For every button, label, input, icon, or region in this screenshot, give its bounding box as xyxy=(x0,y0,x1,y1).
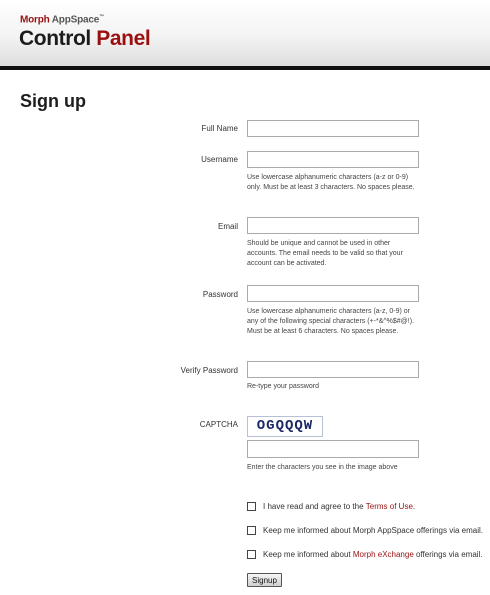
newsletter-appspace-checkbox[interactable] xyxy=(247,526,256,535)
control-panel-title xyxy=(19,27,150,51)
title-first: Control xyxy=(19,27,91,50)
terms-row xyxy=(247,502,415,511)
terms-suffix: . xyxy=(412,502,416,511)
newsletter-appspace-text: Keep me informed about Morph AppSpace offerings via email. xyxy=(263,526,483,535)
password-input[interactable] xyxy=(247,285,419,302)
newsletter-appspace-row xyxy=(247,526,483,535)
morph-exchange-link[interactable]: Morph eXchange xyxy=(352,550,414,559)
full-name-label: Full Name xyxy=(201,124,238,133)
full-name-input[interactable] xyxy=(247,120,419,137)
password-hint: Use lowercase alphanumeric characters (a-z, 0-9) or any of the following special characters (+-*&^%$#@!). Must be at least 6 characters. No spaces please. xyxy=(247,308,414,335)
verify-password-input[interactable] xyxy=(247,361,419,378)
header-divider xyxy=(0,66,490,70)
captcha-image: OGQQQW xyxy=(247,416,323,437)
verify-password-label: Verify Password xyxy=(180,366,238,375)
username-input[interactable] xyxy=(247,151,419,168)
email-hint: Should be unique and cannot be used in other accounts. The email needs to be valid so that your account can be activated. xyxy=(247,240,403,267)
captcha-hint: Enter the characters you see in the image above xyxy=(247,464,398,471)
title-accent: Panel xyxy=(96,27,151,50)
brand-tm: ™ xyxy=(99,14,104,20)
morph-appspace-logo xyxy=(20,14,104,25)
username-label: Username xyxy=(201,155,238,164)
username-hint: Use lowercase alphanumeric characters (a-z or 0-9) only. Must be at least 3 characters. No spaces please. xyxy=(247,174,415,191)
newsletter-exchange-checkbox[interactable] xyxy=(247,550,256,559)
page-title: Sign up xyxy=(20,91,86,111)
newsletter-exchange-row xyxy=(247,550,483,559)
captcha-label: CAPTCHA xyxy=(199,420,238,429)
brand-prefix: Morph xyxy=(20,14,50,26)
email-input[interactable] xyxy=(247,217,419,234)
brand-suffix: AppSpace xyxy=(51,14,100,26)
password-label: Password xyxy=(202,290,238,299)
newsletter-exchange-suffix: offerings via email. xyxy=(416,550,483,559)
captcha-input[interactable] xyxy=(247,440,419,458)
email-label: Email xyxy=(217,222,238,231)
terms-prefix: I have read and agree to the xyxy=(263,502,364,511)
verify-password-hint: Re-type your password xyxy=(247,383,319,390)
terms-checkbox[interactable] xyxy=(247,502,256,511)
signup-button[interactable]: Signup xyxy=(247,573,282,587)
terms-of-use-link[interactable]: Terms of Use xyxy=(365,502,413,511)
header xyxy=(0,0,490,66)
newsletter-exchange-prefix: Keep me informed about xyxy=(263,550,351,559)
